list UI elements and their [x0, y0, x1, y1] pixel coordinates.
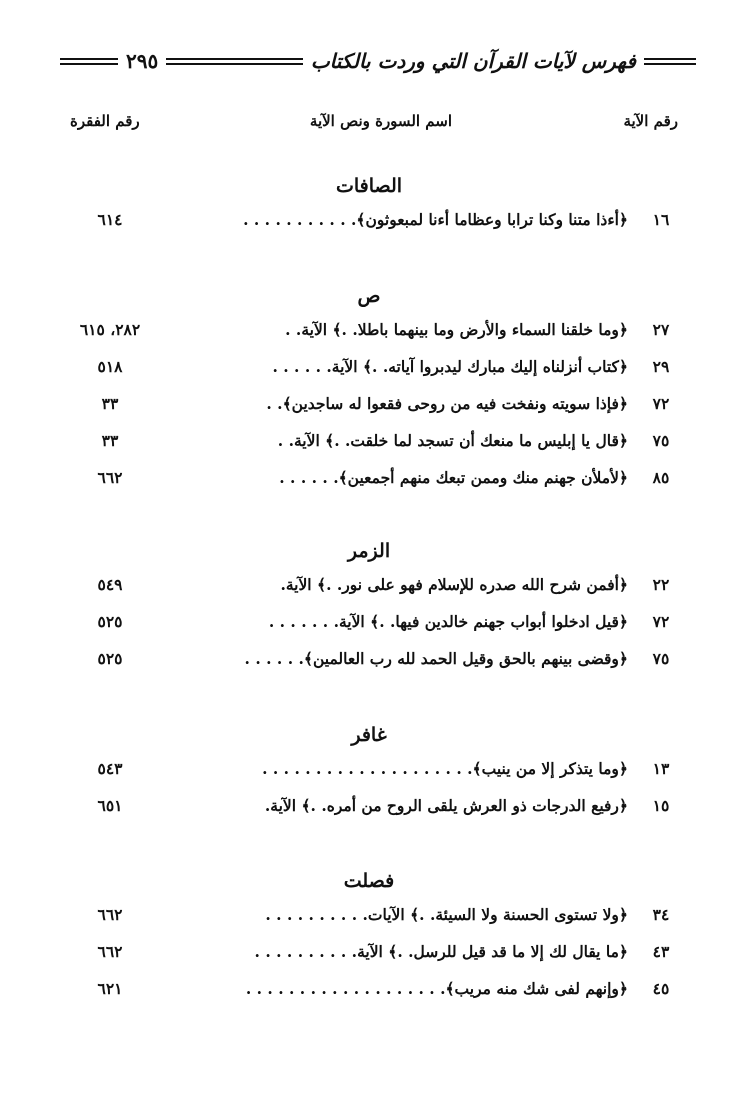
paragraph-number: ٥٢٥: [97, 649, 123, 668]
verse-number: ٧٥: [652, 649, 670, 668]
verse-row: [60, 640, 678, 677]
page-number: ٢٩٥: [126, 49, 159, 73]
sura-title: فصلت: [343, 870, 395, 892]
paragraph-number: ٣٣: [101, 394, 119, 413]
column-headers: [60, 112, 678, 142]
verse-number: ٢٩: [652, 357, 670, 376]
paragraph-number: ٦٦٢: [97, 468, 123, 487]
verse-number: ٧٢: [652, 612, 670, 631]
verse-text: ﴿قيل ادخلوا أبواب جهنم خالدين فيها. .﴾ الآية. . . . . . .: [268, 612, 628, 631]
verse-text: ﴿لأملأن جهنم منك وممن تبعك منهم أجمعين﴾. . . . . .: [279, 468, 628, 487]
header-rule-middle: [166, 58, 303, 65]
header-rule-right: [644, 58, 696, 65]
verse-row: [60, 348, 678, 385]
verse-row: [60, 750, 678, 787]
paragraph-number: ٦٦٢: [97, 942, 123, 961]
paragraph-number: ٥٤٣: [97, 759, 123, 778]
verse-row: [60, 970, 678, 1007]
verse-number: ١٣: [652, 759, 670, 778]
verse-row: [60, 933, 678, 970]
verse-text: ﴿وما يتذكر إلا من ينيب﴾. . . . . . . . . . . . . . . . . . . .: [262, 759, 628, 778]
paragraph-number: ٣٣: [101, 431, 119, 450]
paragraph-number: ٦٦٢: [97, 905, 123, 924]
sura-section: [60, 720, 678, 824]
header-rule-left: [60, 58, 118, 65]
verse-text: ﴿وإنهم لفى شك منه مريب﴾. . . . . . . . . . . . . . . . . . .: [245, 979, 628, 998]
sura-section: [60, 536, 678, 677]
verse-text: ﴿رفيع الدرجات ذو العرش يلقى الروح من أمره. .﴾ الآية.: [264, 796, 628, 815]
verse-number: ٤٥: [652, 979, 670, 998]
sura-title: الزمر: [347, 540, 391, 562]
verse-row: [60, 459, 678, 496]
paragraph-number: ٥٢٥: [97, 612, 123, 631]
verse-text: ﴿وما خلقنا السماء والأرض وما بينهما باطلا. .﴾ الآية. .: [285, 320, 628, 339]
sura-title: غافر: [351, 724, 387, 746]
verse-row: [60, 385, 678, 422]
verse-number: ١٥: [652, 796, 670, 815]
verse-text: ﴿أءذا متنا وكنا ترابا وعظاما أءنا لمبعوثون﴾. . . . . . . . . . .: [243, 210, 628, 229]
paragraph-number: ٥١٨: [97, 357, 123, 376]
verse-number: ٤٣: [652, 942, 670, 961]
verse-row: [60, 603, 678, 640]
verse-number: ١٦: [652, 210, 670, 229]
verse-number: ٨٥: [652, 468, 670, 487]
verse-number: ٧٥: [652, 431, 670, 450]
verse-text: ﴿كتاب أنزلناه إليك مبارك ليدبروا آياته. .﴾ الآية. . . . . .: [272, 357, 628, 376]
verse-row: [60, 422, 678, 459]
page-header: [60, 44, 696, 78]
header-title: فهرس لآيات القرآن التي وردت بالكتاب: [310, 49, 636, 73]
verse-number: ٢٢: [652, 575, 670, 594]
paragraph-number: ٦١٤: [97, 210, 123, 229]
verse-number: ٣٤: [652, 905, 670, 924]
paragraph-number: ٦٢١: [97, 979, 123, 998]
column-verse-number: رقم الآية: [623, 112, 678, 130]
verse-row: [60, 201, 678, 238]
paragraph-number: ٥٤٩: [97, 575, 123, 594]
verse-row: [60, 787, 678, 824]
verse-number: ٢٧: [652, 320, 670, 339]
sura-section: [60, 171, 678, 238]
verse-text: ﴿فإذا سويته ونفخت فيه من روحى فقعوا له ساجدين﴾. .: [266, 394, 628, 413]
column-sura-text: اسم السورة ونص الآية: [309, 112, 452, 130]
verse-text: ﴿ولا تستوى الحسنة ولا السيئة. .﴾ الآيات. . . . . . . . . .: [265, 905, 628, 924]
sura-section: [60, 281, 678, 496]
sura-title: ص: [357, 285, 381, 307]
paragraph-number: ٢٨٢، ٦١٥: [79, 320, 141, 339]
sura-section: [60, 866, 678, 1007]
verse-text: ﴿وقضى بينهم بالحق وقيل الحمد لله رب العالمين﴾. . . . . .: [244, 649, 628, 668]
verse-text: ﴿ما يقال لك إلا ما قد قيل للرسل. .﴾ الآية. . . . . . . . . .: [254, 942, 628, 961]
verse-text: ﴿قال يا إبليس ما منعك أن تسجد لما خلقت. .﴾ الآية. .: [277, 431, 628, 450]
sura-title: الصافات: [335, 175, 403, 197]
verse-number: ٧٢: [652, 394, 670, 413]
verse-row: [60, 896, 678, 933]
verse-row: [60, 311, 678, 348]
verse-row: [60, 566, 678, 603]
paragraph-number: ٦٥١: [97, 796, 123, 815]
column-paragraph-number: رقم الفقرة: [70, 112, 140, 130]
verse-text: ﴿أفمن شرح الله صدره للإسلام فهو على نور. .﴾ الآية.: [280, 575, 628, 594]
